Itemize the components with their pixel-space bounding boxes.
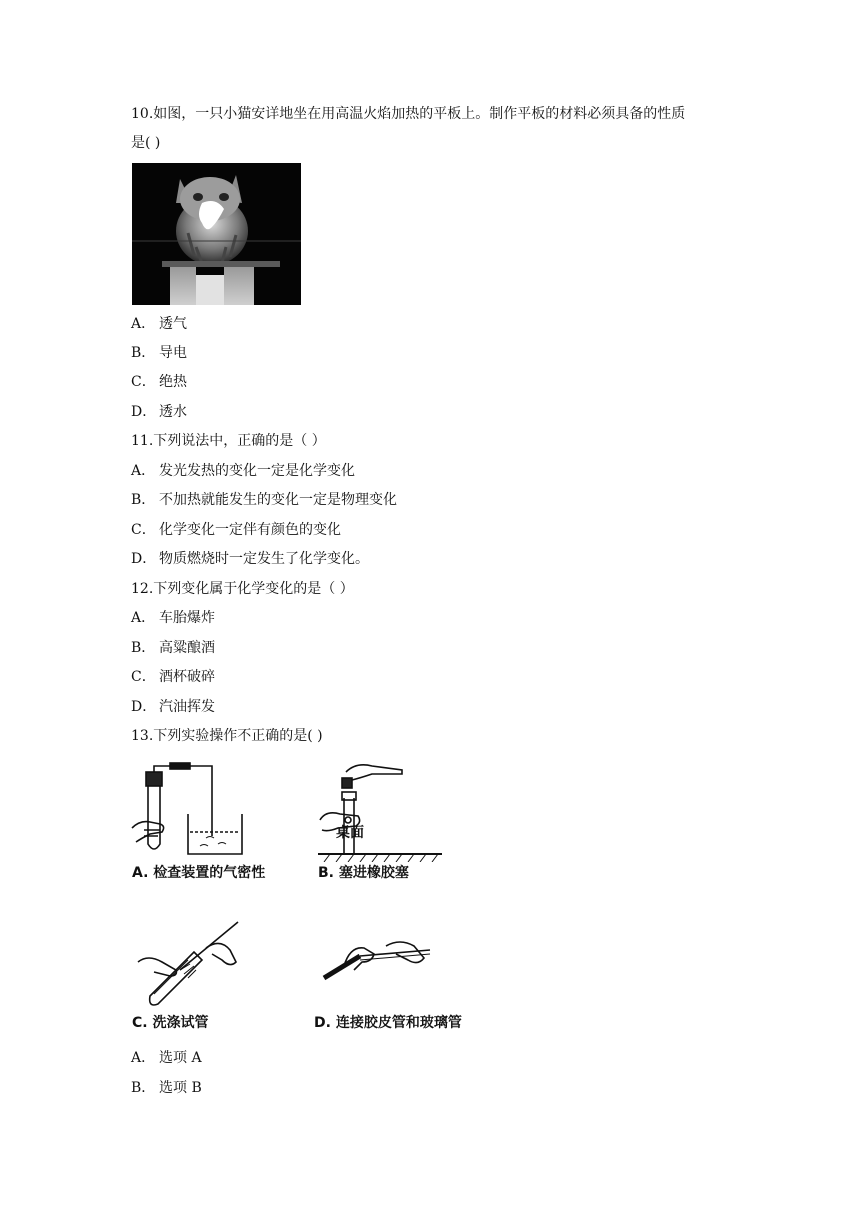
- option-text: 化学变化一定伴有颜色的变化: [159, 522, 341, 538]
- figure-c-wash-tube: [136, 918, 248, 1006]
- option-text: 发光发热的变化一定是化学变化: [159, 463, 355, 479]
- q13-option-b[interactable]: [131, 1078, 202, 1098]
- figure-b-insert-stopper: [316, 758, 444, 862]
- option-text: 汽油挥发: [159, 699, 215, 715]
- q11-option-a[interactable]: [131, 461, 355, 481]
- q12-stem: 12.下列变化属于化学变化的是（ ）: [131, 581, 354, 597]
- option-letter: B．: [131, 492, 156, 508]
- figure-b-caption: B. 塞进橡胶塞: [318, 865, 409, 881]
- cat-on-plate-photo: [132, 163, 301, 305]
- q11-option-d[interactable]: [131, 549, 369, 569]
- q11-stem: 11.下列说法中，正确的是（ ）: [131, 433, 326, 449]
- q11-option-c[interactable]: [131, 520, 341, 540]
- option-text: 酒杯破碎: [159, 669, 215, 685]
- option-text: 选项 B: [159, 1080, 202, 1096]
- option-text: 透气: [159, 316, 187, 332]
- q10-option-b[interactable]: [131, 343, 187, 363]
- q11-option-b[interactable]: [131, 490, 397, 510]
- option-letter: B．: [131, 1080, 156, 1096]
- option-letter: D．: [131, 551, 157, 567]
- q13-option-a[interactable]: [131, 1048, 202, 1068]
- q10-option-a[interactable]: [131, 314, 187, 334]
- q10-stem-line2: 是( ): [131, 135, 161, 151]
- figure-d-connect-tubes: [320, 936, 440, 988]
- option-letter: D．: [131, 699, 157, 715]
- option-letter: B．: [131, 345, 156, 361]
- option-letter: D．: [131, 404, 157, 420]
- figure-c-caption: C. 洗涤试管: [132, 1015, 209, 1031]
- option-letter: C．: [131, 669, 156, 685]
- q13-stem: 13.下列实验操作不正确的是( ): [131, 728, 323, 744]
- q10-option-d[interactable]: [131, 402, 187, 422]
- option-letter: A．: [131, 1050, 156, 1066]
- q12-option-d[interactable]: [131, 697, 215, 717]
- option-text: 不加热就能发生的变化一定是物理变化: [159, 492, 397, 508]
- option-letter: A．: [131, 463, 156, 479]
- option-letter: B．: [131, 640, 156, 656]
- option-text: 绝热: [159, 374, 187, 390]
- option-text: 选项 A: [159, 1050, 202, 1066]
- q12-option-c[interactable]: [131, 667, 215, 687]
- figure-a-airtightness: [130, 762, 250, 858]
- figure-b-table-label: 桌面: [336, 825, 364, 841]
- figure-a-caption: A. 检查装置的气密性: [132, 865, 266, 881]
- option-text: 物质燃烧时一定发生了化学变化。: [159, 551, 369, 567]
- option-letter: A．: [131, 316, 156, 332]
- option-letter: C．: [131, 374, 156, 390]
- option-text: 车胎爆炸: [159, 610, 215, 626]
- option-text: 高粱酿酒: [159, 640, 215, 656]
- figure-d-caption: D. 连接胶皮管和玻璃管: [314, 1015, 462, 1031]
- q12-option-a[interactable]: [131, 608, 215, 628]
- option-letter: C．: [131, 522, 156, 538]
- q12-option-b[interactable]: [131, 638, 215, 658]
- option-text: 透水: [159, 404, 187, 420]
- q10-stem-line1: 10.如图，一只小猫安详地坐在用高温火焰加热的平板上。制作平板的材料必须具备的性质: [131, 106, 686, 122]
- option-text: 导电: [159, 345, 187, 361]
- option-letter: A．: [131, 610, 156, 626]
- q10-option-c[interactable]: [131, 372, 187, 392]
